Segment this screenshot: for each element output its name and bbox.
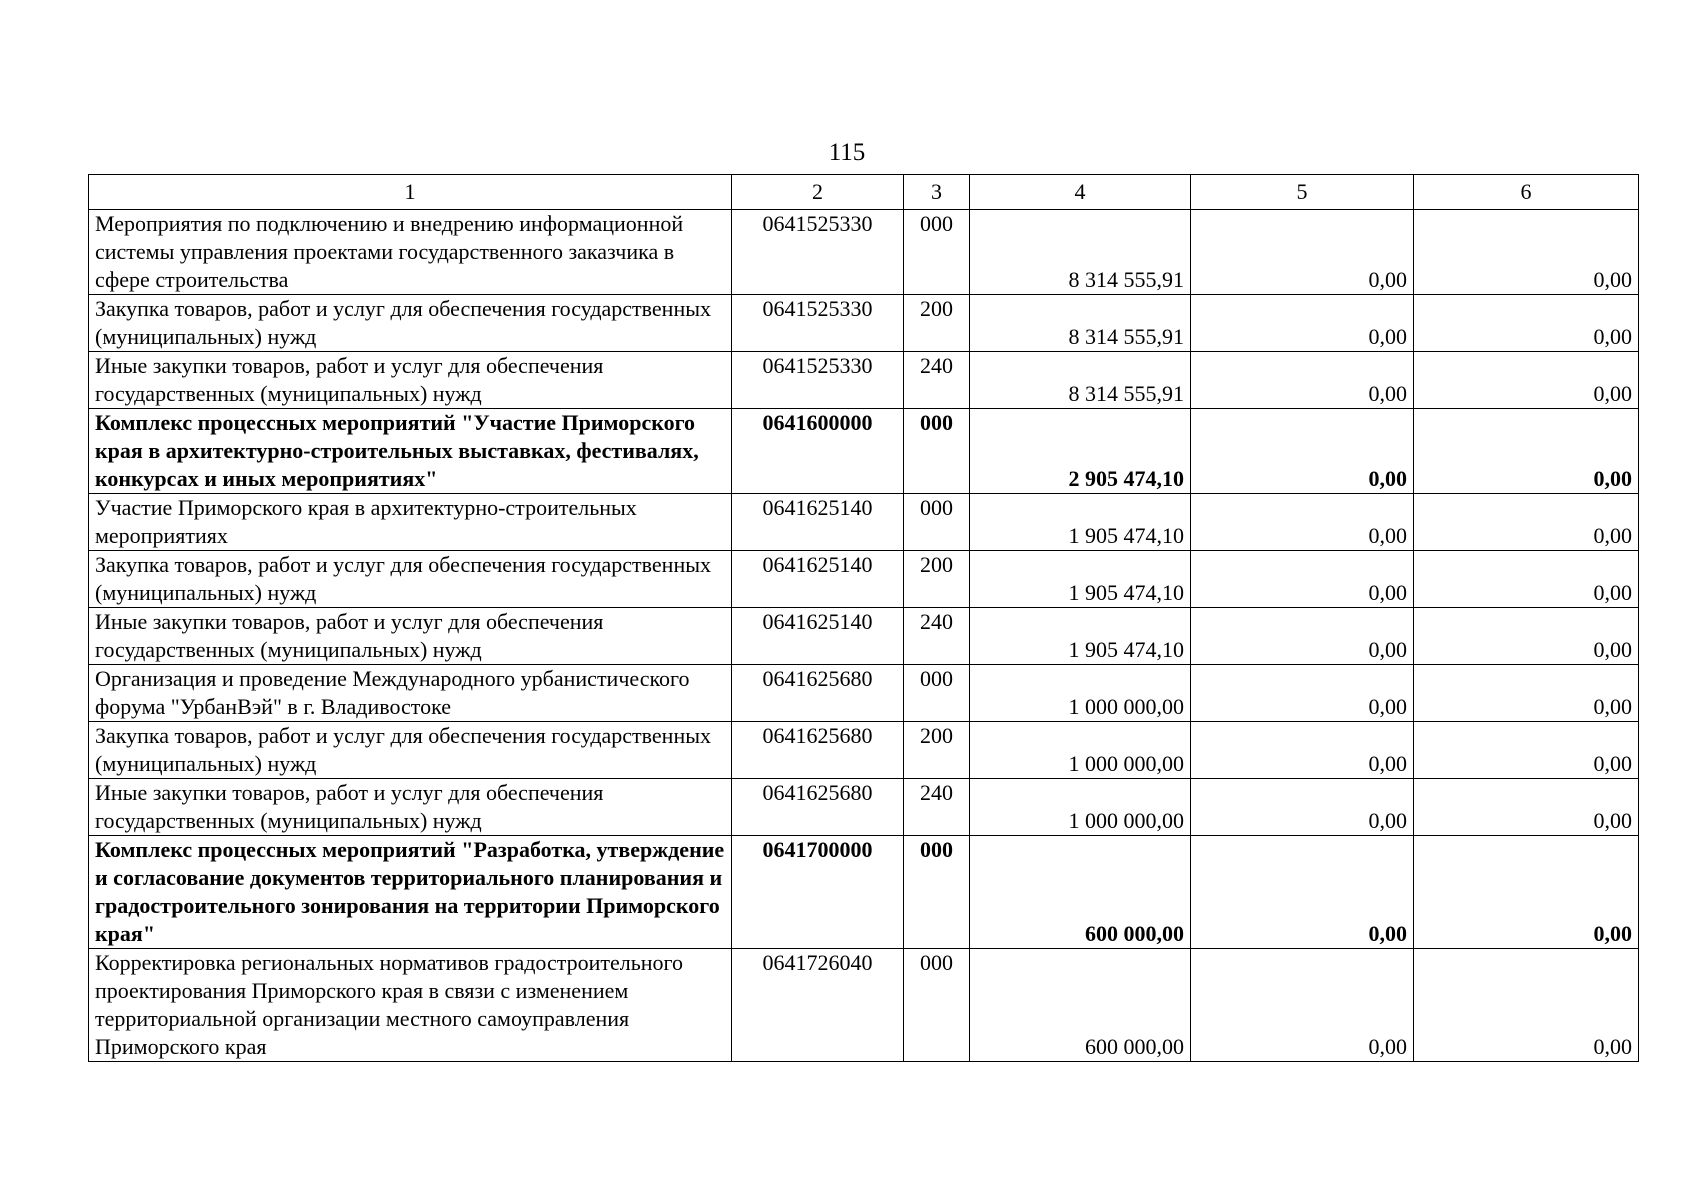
- row-value-4: 1 905 474,10: [970, 494, 1191, 551]
- row-code: 0641625680: [732, 779, 904, 836]
- row-value-4: 600 000,00: [970, 836, 1191, 949]
- row-value-5: 0,00: [1191, 409, 1414, 494]
- row-value-5: 0,00: [1191, 551, 1414, 608]
- row-value-5: 0,00: [1191, 352, 1414, 409]
- budget-table: [88, 174, 1639, 1062]
- row-value-6: 0,00: [1414, 665, 1639, 722]
- row-value-5: 0,00: [1191, 295, 1414, 352]
- table-row: [89, 210, 1639, 295]
- row-value-4: 1 000 000,00: [970, 722, 1191, 779]
- row-value-5: 0,00: [1191, 779, 1414, 836]
- row-value-4: 8 314 555,91: [970, 295, 1191, 352]
- row-expense-type: 200: [904, 722, 970, 779]
- row-value-5: 0,00: [1191, 494, 1414, 551]
- header-col-6: 6: [1414, 175, 1639, 210]
- row-expense-type: 000: [904, 836, 970, 949]
- row-expense-type: 000: [904, 409, 970, 494]
- row-value-5: 0,00: [1191, 608, 1414, 665]
- table-row: [89, 551, 1639, 608]
- row-expense-type: 200: [904, 551, 970, 608]
- row-value-6: 0,00: [1414, 608, 1639, 665]
- header-row: [89, 175, 1639, 210]
- row-name: Мероприятия по подключению и внедрению информационной системы управления проектами государственного заказчика в сфере строительства: [89, 210, 732, 295]
- row-code: 0641600000: [732, 409, 904, 494]
- row-expense-type: 240: [904, 779, 970, 836]
- row-name: Участие Приморского края в архитектурно-строительных мероприятиях: [89, 494, 732, 551]
- table-row: [89, 494, 1639, 551]
- row-value-4: 1 905 474,10: [970, 551, 1191, 608]
- row-value-4: 8 314 555,91: [970, 210, 1191, 295]
- row-value-4: 600 000,00: [970, 949, 1191, 1062]
- row-name: Иные закупки товаров, работ и услуг для обеспечения государственных (муниципальных) нужд: [89, 352, 732, 409]
- row-code: 0641700000: [732, 836, 904, 949]
- table-row: [89, 949, 1639, 1062]
- row-value-4: 1 000 000,00: [970, 665, 1191, 722]
- header-col-2: 2: [732, 175, 904, 210]
- row-value-4: 1 000 000,00: [970, 779, 1191, 836]
- row-value-6: 0,00: [1414, 836, 1639, 949]
- row-value-6: 0,00: [1414, 779, 1639, 836]
- header-col-4: 4: [970, 175, 1191, 210]
- table-row: [89, 779, 1639, 836]
- table-row: [89, 295, 1639, 352]
- table-row-subtotal: [89, 836, 1639, 949]
- row-name: Комплекс процессных мероприятий "Разработка, утверждение и согласование документов территориального планирования и градостроительного зонирования на территории Приморского края": [89, 836, 732, 949]
- row-code: 0641525330: [732, 352, 904, 409]
- row-value-4: 8 314 555,91: [970, 352, 1191, 409]
- row-value-5: 0,00: [1191, 665, 1414, 722]
- row-code: 0641625140: [732, 608, 904, 665]
- row-expense-type: 200: [904, 295, 970, 352]
- table-row: [89, 608, 1639, 665]
- row-value-5: 0,00: [1191, 722, 1414, 779]
- row-code: 0641625140: [732, 494, 904, 551]
- table-row: [89, 665, 1639, 722]
- row-code: 0641525330: [732, 295, 904, 352]
- row-code: 0641525330: [732, 210, 904, 295]
- row-code: 0641625680: [732, 722, 904, 779]
- page-number: 115: [828, 139, 866, 166]
- row-value-5: 0,00: [1191, 210, 1414, 295]
- row-value-6: 0,00: [1414, 295, 1639, 352]
- table-row-subtotal: [89, 409, 1639, 494]
- row-value-4: 1 905 474,10: [970, 608, 1191, 665]
- row-value-6: 0,00: [1414, 949, 1639, 1062]
- row-value-6: 0,00: [1414, 494, 1639, 551]
- row-code: 0641625140: [732, 551, 904, 608]
- row-expense-type: 000: [904, 210, 970, 295]
- row-value-6: 0,00: [1414, 352, 1639, 409]
- row-name: Комплекс процессных мероприятий "Участие Приморского края в архитектурно-строительных выставках, фестивалях, конкурсах и иных мероприятиях": [89, 409, 732, 494]
- row-value-6: 0,00: [1414, 210, 1639, 295]
- row-expense-type: 000: [904, 665, 970, 722]
- row-value-6: 0,00: [1414, 722, 1639, 779]
- row-value-6: 0,00: [1414, 409, 1639, 494]
- row-expense-type: 240: [904, 608, 970, 665]
- row-name: Организация и проведение Международного урбанистического форума "УрбанВэй" в г. Владивостоке: [89, 665, 732, 722]
- row-name: Корректировка региональных нормативов градостроительного проектирования Приморского края в связи с изменением территориальной организации местного самоуправления Приморского края: [89, 949, 732, 1062]
- row-code: 0641625680: [732, 665, 904, 722]
- header-col-1: 1: [89, 175, 732, 210]
- row-value-5: 0,00: [1191, 949, 1414, 1062]
- row-name: Закупка товаров, работ и услуг для обеспечения государственных (муниципальных) нужд: [89, 722, 732, 779]
- row-value-5: 0,00: [1191, 836, 1414, 949]
- row-name: Иные закупки товаров, работ и услуг для обеспечения государственных (муниципальных) нужд: [89, 608, 732, 665]
- header-col-3: 3: [904, 175, 970, 210]
- table-row: [89, 722, 1639, 779]
- row-expense-type: 000: [904, 949, 970, 1062]
- header-col-5: 5: [1191, 175, 1414, 210]
- row-expense-type: 000: [904, 494, 970, 551]
- row-name: Закупка товаров, работ и услуг для обеспечения государственных (муниципальных) нужд: [89, 551, 732, 608]
- row-name: Иные закупки товаров, работ и услуг для обеспечения государственных (муниципальных) нужд: [89, 779, 732, 836]
- row-code: 0641726040: [732, 949, 904, 1062]
- row-value-6: 0,00: [1414, 551, 1639, 608]
- row-name: Закупка товаров, работ и услуг для обеспечения государственных (муниципальных) нужд: [89, 295, 732, 352]
- row-value-4: 2 905 474,10: [970, 409, 1191, 494]
- row-expense-type: 240: [904, 352, 970, 409]
- table-row: [89, 352, 1639, 409]
